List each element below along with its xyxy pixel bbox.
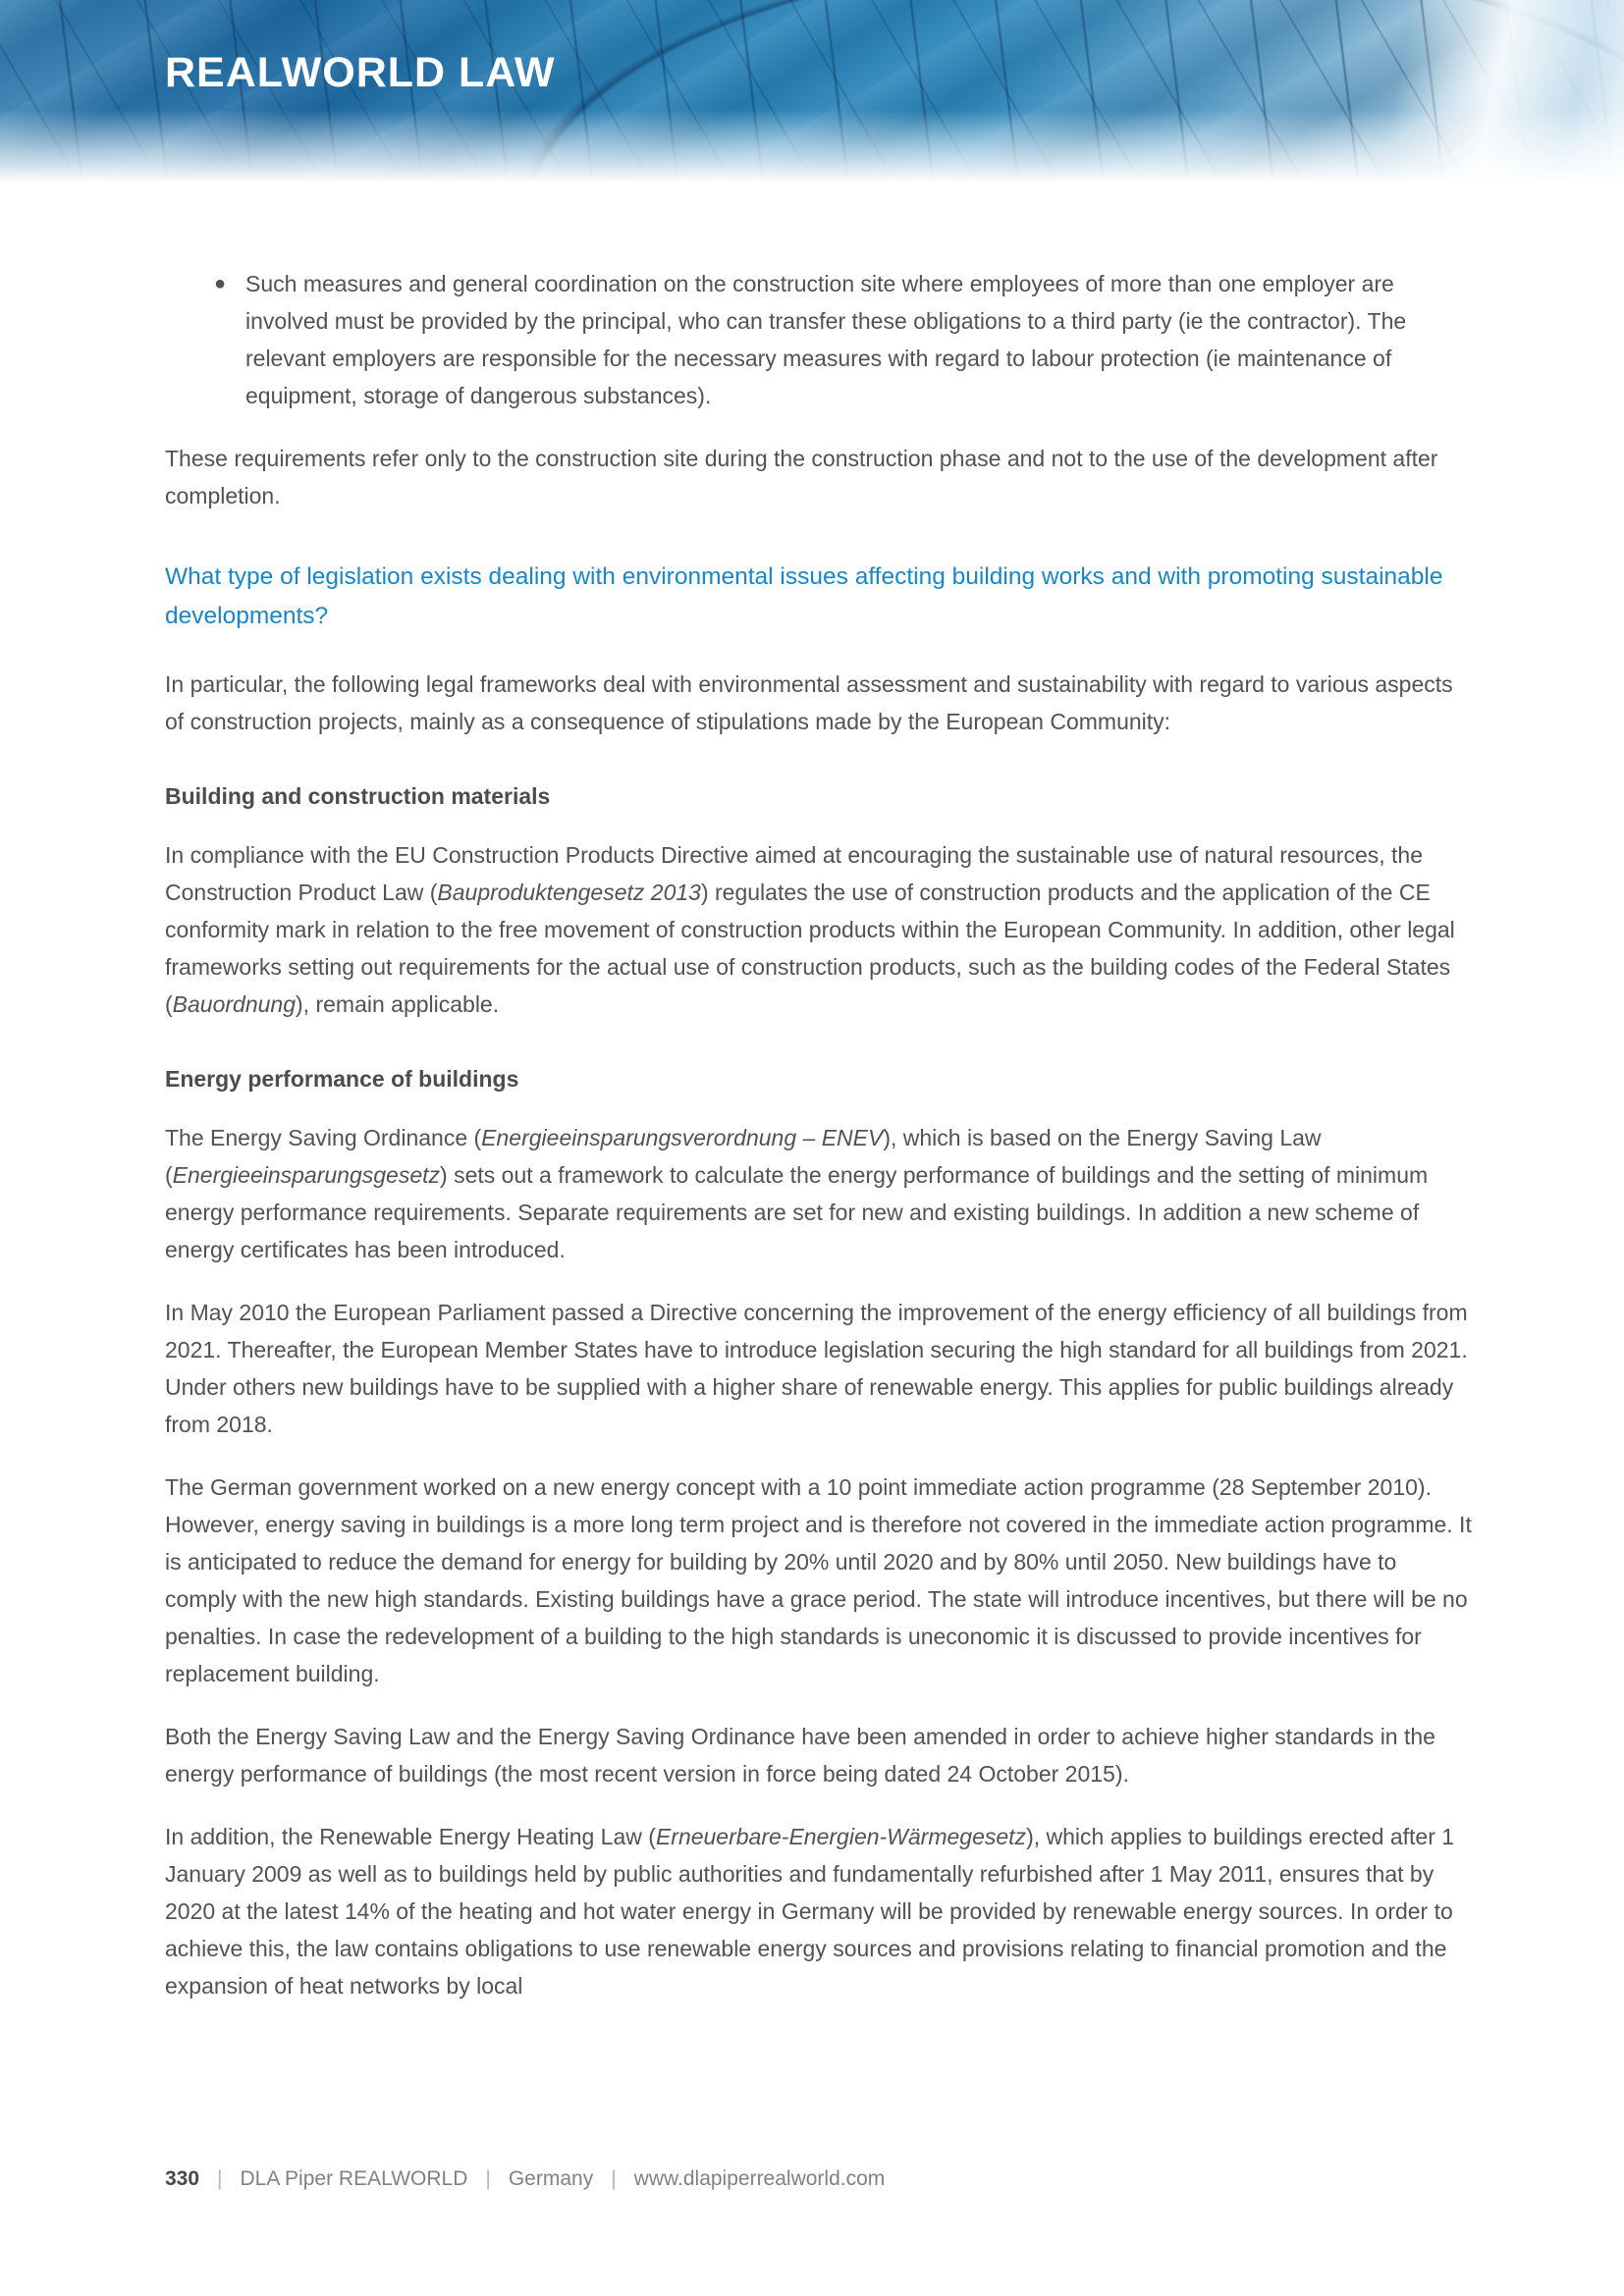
- footer-separator: |: [217, 2167, 223, 2190]
- question-heading: What type of legislation exists dealing with environmental issues affecting building works and with promoting sustainable developments?: [165, 563, 1443, 629]
- footer-brand: DLA Piper REALWORLD: [240, 2167, 468, 2190]
- paragraph-energy-saving-ordinance: The Energy Saving Ordinance (Energieeinsparungsverordnung – ENEV), which is based on the Energy Saving Law (Energieeinsparungsgesetz) sets out a framework to calculate the energy performance of buildings and the setting of minimum energy performance requirements. Separate requirements are set for new and existing buildings. In addition a new scheme of energy certificates has been introduced.: [165, 1125, 1429, 1262]
- bullet-icon: ●: [214, 273, 227, 294]
- paragraph-renewable-energy-heating-law: In addition, the Renewable Energy Heating Law (Erneuerbare-Energien-Wärmegesetz), which applies to buildings erected after 1 January 2009 as well as to buildings held by public authorities and fundamentally refurbished after 1 May 2011, ensures that by 2020 at the latest 14% of the heating and hot water energy in Germany will be provided by renewable energy sources. In order to achieve this, the law contains obligations to use renewable energy sources and provisions relating to financial promotion and the expansion of heat networks by local: [165, 1824, 1455, 1999]
- header-banner-image: [0, 0, 1624, 188]
- footer-separator: |: [611, 2167, 617, 2190]
- paragraph-requirements: These requirements refer only to the construction site during the construction phase and not to the use of the development after completion.: [165, 446, 1438, 508]
- paragraph-amendments: Both the Energy Saving Law and the Energy Saving Ordinance have been amended in order to achieve higher standards in the energy performance of buildings (the most recent version in force being dated 24 October 2015).: [165, 1724, 1435, 1787]
- footer-separator: |: [485, 2167, 491, 2190]
- paragraph-in-particular: In particular, the following legal frameworks deal with environmental assessment and sustainability with regard to various aspects of construction projects, mainly as a consequence of stipulations made by the European Community:: [165, 671, 1453, 734]
- brand-title: REALWORLD LAW: [165, 49, 556, 96]
- footer-country: Germany: [508, 2167, 594, 2190]
- paragraph-may-2010-directive: In May 2010 the European Parliament passed a Directive concerning the improvement of the energy efficiency of all buildings from 2021. Thereafter, the European Member States have to introduce legislation securing the high standard for all buildings from 2021. Under others new buildings have to be supplied with a higher share of renewable energy. This applies for public buildings already from 2018.: [165, 1300, 1468, 1437]
- subheading-energy-performance: Energy performance of buildings: [165, 1066, 519, 1092]
- page-content: [0, 188, 1624, 2004]
- list-item: [165, 265, 1473, 414]
- page-number: 330: [165, 2167, 200, 2190]
- page-footer: [165, 2164, 885, 2194]
- paragraph-construction-products: In compliance with the EU Construction Products Directive aimed at encouraging the sustainable use of natural resources, the Construction Product Law (Bauproduktengesetz 2013) regulates the use of construction products and the application of the CE conformity mark in relation to the free movement of construction products within the European Community. In addition, other legal frameworks setting out requirements for the actual use of construction products, such as the building codes of the Federal States (Bauordnung), remain applicable.: [165, 842, 1455, 1017]
- subheading-building-materials: Building and construction materials: [165, 783, 551, 809]
- paragraph-german-government: The German government worked on a new energy concept with a 10 point immediate action programme (28 September 2010). However, energy saving in buildings is a more long term project and is therefore not covered in the immediate action programme. It is anticipated to reduce the demand for energy for building by 20% until 2020 and by 80% until 2050. New buildings have to comply with the new high standards. Existing buildings have a grace period. The state will introduce incentives, but there will be no penalties. In case the redevelopment of a building to the high standards is uneconomic it is discussed to provide incentives for replacement building.: [165, 1474, 1472, 1686]
- bullet-text: Such measures and general coordination on the construction site where employees of more than one employer are involved must be provided by the principal, who can transfer these obligations to a third party (ie the contractor). The relevant employers are responsible for the necessary measures with regard to labour protection (ie maintenance of equipment, storage of dangerous substances).: [245, 271, 1407, 408]
- footer-url: www.dlapiperrealworld.com: [633, 2167, 886, 2190]
